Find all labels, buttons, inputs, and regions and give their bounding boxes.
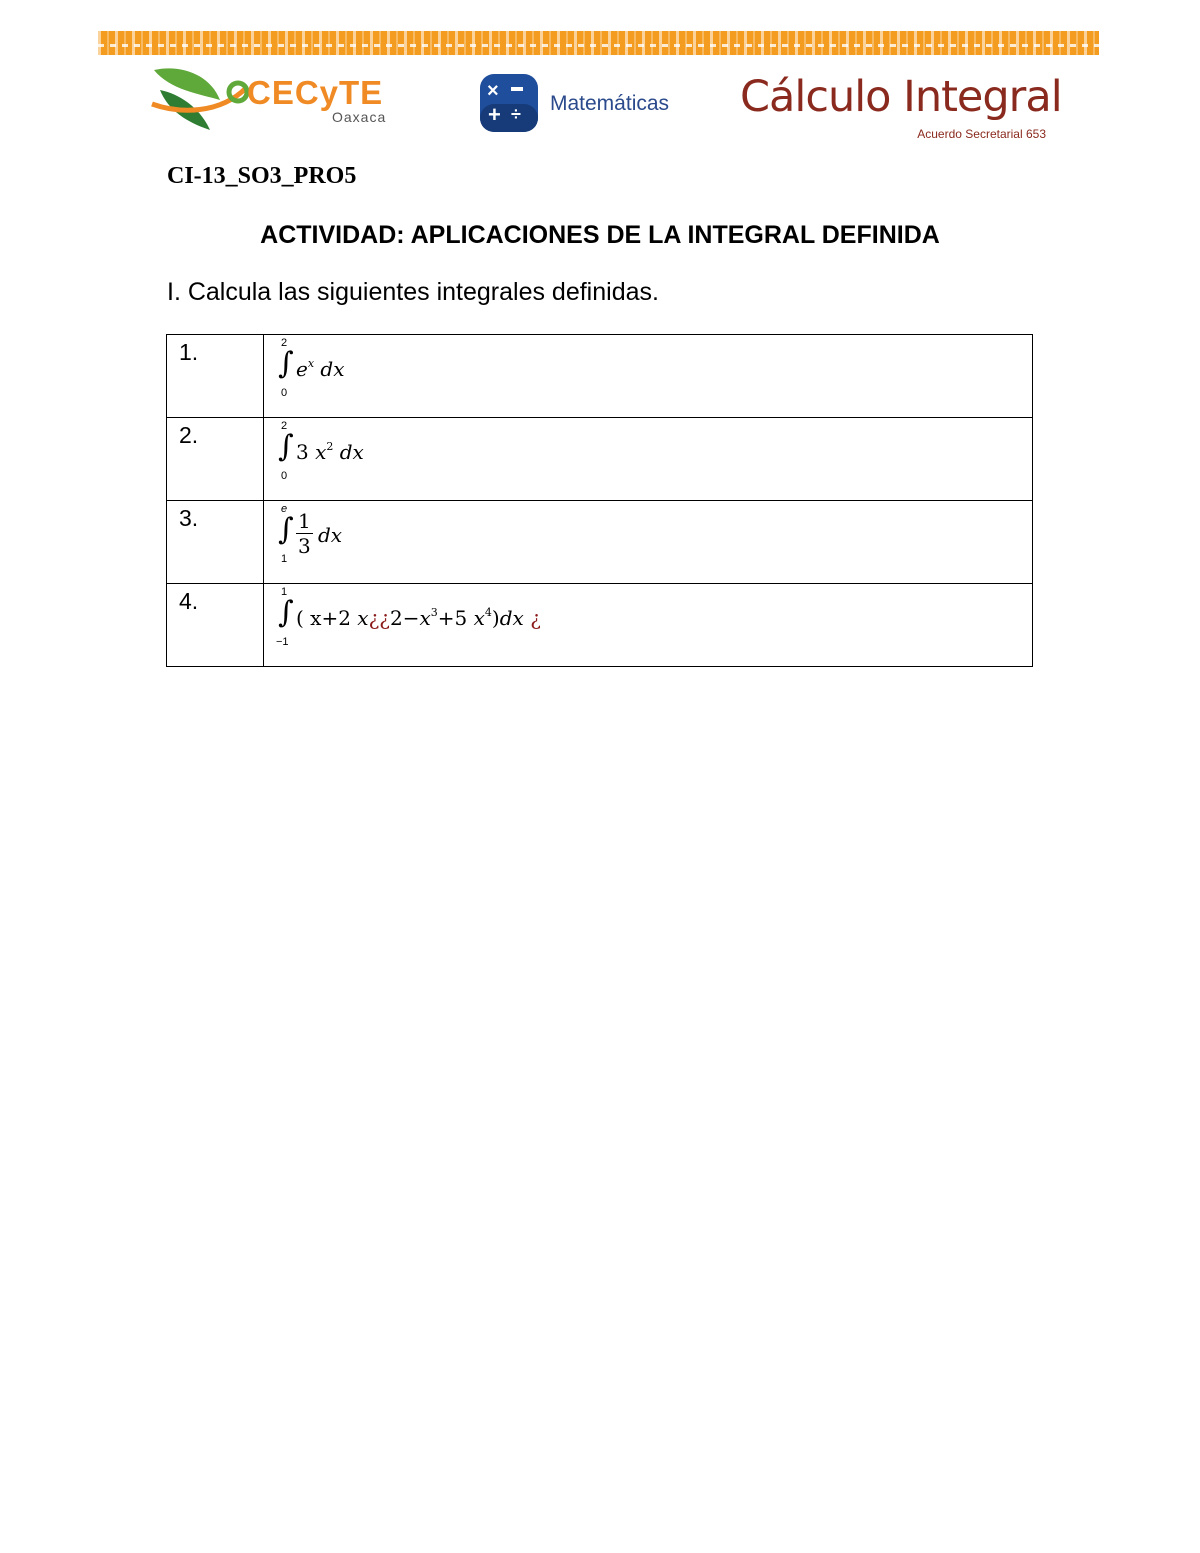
exercise-number: 3. — [179, 505, 199, 531]
exercise-expression-cell — [264, 584, 1033, 667]
lower-limit: −1 — [276, 636, 289, 648]
exercise-expression-cell — [264, 335, 1033, 418]
table-row — [167, 501, 1033, 584]
integral-sign-icon: ∫ — [278, 595, 294, 630]
subject-label: Matemáticas — [550, 92, 670, 115]
cecyte-logo — [150, 64, 395, 136]
exercise-expression-cell — [264, 418, 1033, 501]
upper-limit: 1 — [281, 586, 288, 598]
instruction-text: I. Calcula las siguientes integrales definidas. — [167, 278, 659, 306]
render-error-glyph: ¿ — [530, 606, 541, 630]
integral-sign-icon: ∫ — [278, 429, 294, 464]
activity-title: ACTIVIDAD: APLICACIONES DE LA INTEGRAL DEFINIDA — [260, 221, 940, 249]
course-title: Cálculo Integral — [740, 72, 1062, 122]
lower-limit: 0 — [281, 387, 288, 399]
matematicas-logo — [478, 72, 678, 136]
upper-limit: e — [281, 503, 288, 515]
exercise-number-cell — [167, 584, 264, 667]
exercise-number: 4. — [179, 588, 199, 614]
svg-text:+: + — [488, 102, 501, 127]
svg-text:÷: ÷ — [511, 104, 521, 124]
table-row — [167, 584, 1033, 667]
course-subtitle: Acuerdo Secretarial 653 — [917, 127, 1046, 141]
cecyte-leaf-icon — [150, 64, 250, 136]
cecyte-logo-subtext: Oaxaca — [332, 109, 387, 125]
lower-limit: 0 — [281, 470, 288, 482]
integral-sign-icon: ∫ — [278, 346, 294, 381]
table-row — [167, 335, 1033, 418]
integrand: $e^x$ dx — [296, 357, 345, 381]
table-row — [167, 418, 1033, 501]
lower-limit: 1 — [281, 553, 288, 565]
math-operators-icon — [478, 72, 540, 134]
exercises-table — [166, 334, 1033, 667]
document-code: CI-13_SO3_PRO5 — [167, 163, 357, 189]
exercise-expression-cell — [264, 501, 1033, 584]
render-error-glyph: ¿¿ — [368, 606, 391, 630]
cecyte-logo-text: CECyTE — [247, 74, 384, 111]
upper-limit: 2 — [281, 337, 288, 349]
integrand: ( x+2 $x¿¿2-x^3+5$ $x^4)dx$ ¿ — [296, 606, 541, 630]
fraction: $\frac{1}{3}$ — [298, 509, 311, 558]
exercise-number-cell — [167, 418, 264, 501]
header-banner — [98, 31, 1099, 55]
exercise-number: 2. — [179, 422, 199, 448]
integrand: 3 $x^2$ dx — [296, 440, 364, 464]
differential: dx — [318, 523, 343, 547]
svg-text:×: × — [487, 80, 499, 102]
upper-limit: 2 — [281, 420, 288, 432]
integral-sign-icon: ∫ — [278, 512, 294, 547]
exercise-number: 1. — [179, 339, 199, 365]
exercise-number-cell — [167, 501, 264, 584]
exercise-number-cell — [167, 335, 264, 418]
course-logo — [740, 72, 1060, 147]
